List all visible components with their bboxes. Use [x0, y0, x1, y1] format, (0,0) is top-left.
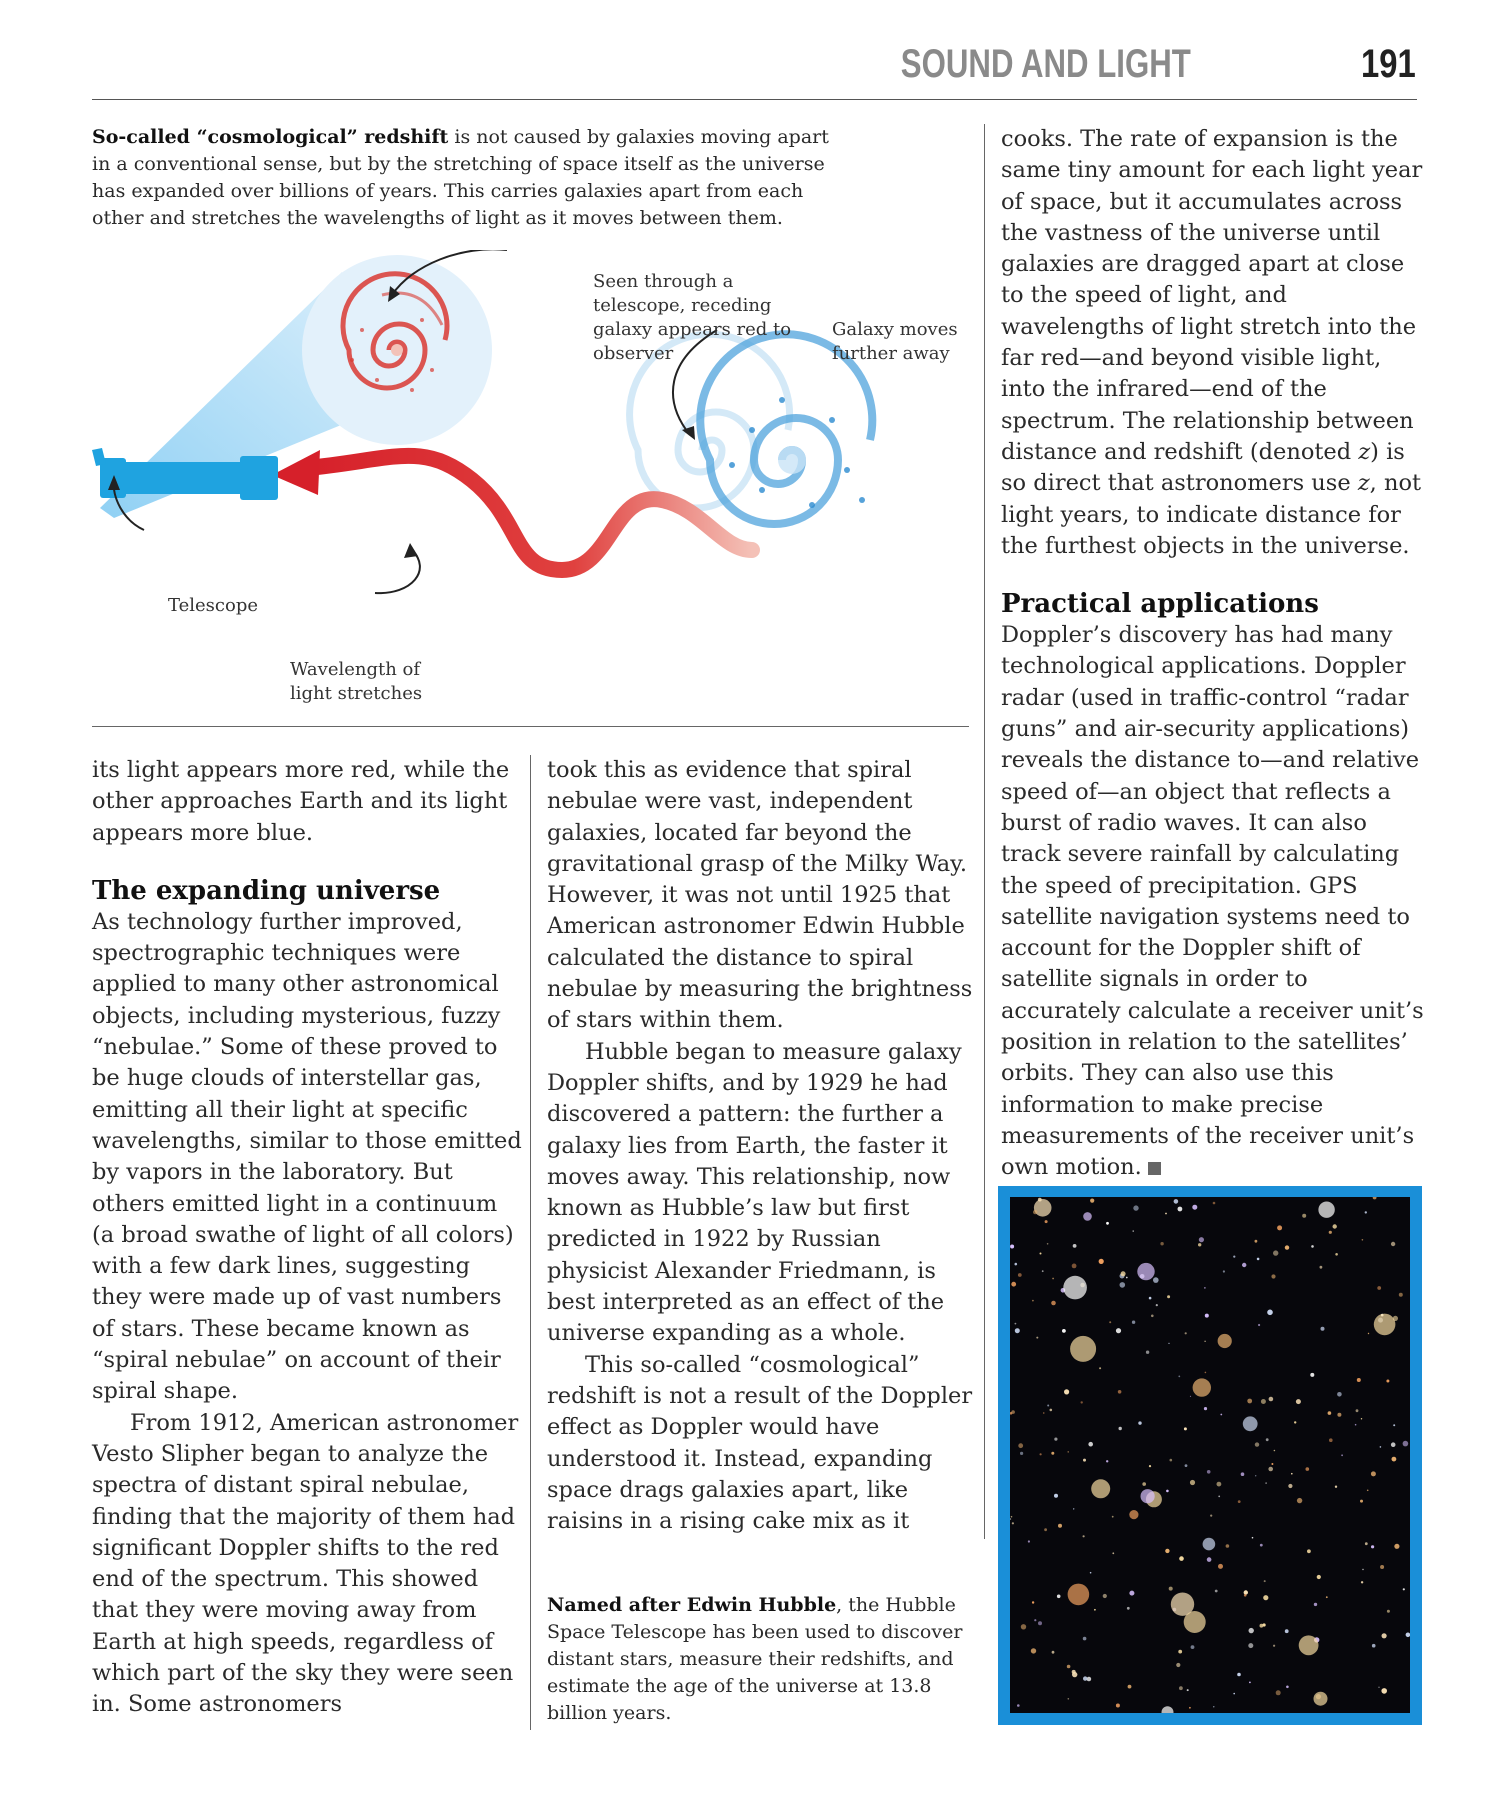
galaxy-dot: [1360, 1500, 1363, 1503]
galaxy-dot: [1198, 1243, 1201, 1246]
galaxy-dot: [1070, 1336, 1096, 1362]
galaxy-dot: [1033, 1210, 1037, 1214]
col3-paragraph-1: [1001, 124, 1431, 562]
galaxy-dot: [1072, 1672, 1077, 1677]
galaxy-dot: [1156, 1304, 1158, 1306]
galaxy-dot: [1318, 1202, 1334, 1218]
galaxy-dot: [1038, 1621, 1042, 1625]
galaxy-dot: [1165, 1549, 1169, 1553]
galaxy-dot: [1057, 1595, 1061, 1599]
galaxy-dot: [1032, 1601, 1034, 1603]
col3-text-p2: Doppler’s discovery has had many technological applications. Doppler radar (used in traffic-control “radar guns” and air-security applications) reveals the distance to—and relative speed of—an object that reflects a burst of radio waves. It can also track severe rainfall by calculating the speed of precipitation. GPS satellite navigation systems need to account for the Doppler shift of satellite signals in order to accurately calculate a receiver unit’s position in relation to the satellites’ orbits. They can also use this information to make precise measurements of the receiver unit’s own motion.: [1001, 622, 1424, 1181]
galaxy-dot: [1127, 1607, 1130, 1610]
galaxy-dot: [1090, 1199, 1094, 1203]
galaxy-dot: [1178, 1376, 1180, 1378]
galaxy-dot: [1341, 1454, 1343, 1456]
galaxy-dot: [1151, 1315, 1154, 1318]
galaxy-dot: [1204, 1287, 1205, 1288]
redshift-wave: [307, 456, 752, 570]
col1-paragraph-3: From 1912, American astronomer Vesto Slipher began to analyze the spectra of distant spiral nebulae, finding that the majority of them had significant Doppler shifts to the red end of the spectrum. This showed that they were moving away from Earth at high speeds, regardless of which part of the sky they were seen in. Some astronomers: [92, 1409, 519, 1718]
label-wavelength: Wavelength of light stretches: [290, 659, 423, 704]
galaxy-dot: [1015, 1328, 1020, 1333]
galaxy-dot: [1047, 1405, 1049, 1407]
galaxy-dot: [1329, 1438, 1333, 1442]
galaxy-dot: [1267, 1310, 1273, 1316]
header-rule: [92, 99, 1417, 100]
galaxy-dot: [1058, 1524, 1062, 1528]
galaxy-dot: [1064, 1389, 1069, 1394]
galaxy-dot: [1391, 1442, 1396, 1447]
galaxy-dot: [1361, 1581, 1363, 1583]
galaxy-dot: [1276, 1690, 1281, 1695]
galaxy-dot: [1297, 1498, 1302, 1503]
galaxy-dot: [1307, 1549, 1311, 1553]
galaxy-dot: [1207, 1557, 1212, 1562]
galaxy-dot: [1018, 1273, 1022, 1277]
galaxy-dot: [1083, 1676, 1087, 1680]
galaxy-dot: [1213, 1202, 1216, 1205]
galaxy-dot: [1252, 1537, 1254, 1539]
galaxy-dot: [1249, 1628, 1254, 1633]
galaxy-dot: [1210, 1515, 1212, 1517]
heading-practical-applications: Practical applications: [1001, 589, 1319, 620]
galaxy-dot: [1199, 1237, 1204, 1242]
galaxy-dot: [1294, 1421, 1296, 1423]
galaxy-dot: [1380, 1565, 1384, 1569]
galaxy-dot: [1132, 1321, 1135, 1324]
galaxy-dot: [1329, 1231, 1332, 1234]
galaxy-dot: [1285, 1629, 1289, 1633]
column-rule-2: [984, 124, 985, 1539]
galaxy-dot: [1047, 1243, 1049, 1245]
galaxy-dot: [1010, 1245, 1014, 1249]
galaxy-dot: [1185, 1464, 1188, 1467]
column-1: [92, 755, 522, 1721]
galaxy-dot: [1133, 1205, 1138, 1210]
galaxy-dot: [1042, 1270, 1044, 1272]
hubble-deep-field-image: [1010, 1197, 1410, 1713]
galaxy-dot: [1187, 1689, 1189, 1691]
galaxy-dot: [1268, 1467, 1273, 1472]
galaxy-dot: [1185, 1332, 1187, 1334]
col2-paragraph-2: Hubble began to measure galaxy Doppler shifts, and by 1929 he had discovered a pattern: the further a galaxy lies from Earth, the faster it moves away. This relationship, now known as Hubble’s law but first predicted in 1922 by Russian physicist Alexander Friedmann, is best interpreted as an effect of the universe expanding as a whole.: [547, 1038, 962, 1347]
galaxy-dot: [1403, 1588, 1405, 1590]
galaxy-dot: [1333, 1224, 1337, 1228]
galaxy-dot: [1247, 1399, 1252, 1404]
galaxy-dot: [1299, 1635, 1319, 1655]
galaxy-dot: [1302, 1214, 1306, 1218]
galaxy-dot: [1357, 1378, 1361, 1382]
galaxy-dot: [1184, 1427, 1187, 1430]
galaxy-dot: [1166, 1490, 1169, 1493]
galaxy-dot: [1335, 1486, 1337, 1488]
galaxy-dot: [1116, 1704, 1120, 1708]
galaxy-dot: [1063, 1276, 1087, 1300]
col3-paragraph-2: [1001, 620, 1431, 1183]
galaxy-dot: [1052, 1651, 1055, 1654]
galaxy-dot: [1386, 1380, 1389, 1383]
galaxy-dot: [1335, 1253, 1338, 1256]
galaxy-dot: [1099, 1259, 1104, 1264]
hubble-caption: [547, 1592, 977, 1727]
galaxy-dot: [1179, 1686, 1183, 1690]
galaxy-dot: [1273, 1250, 1278, 1255]
galaxy-dot: [1288, 1484, 1292, 1488]
galaxy-dot: [1176, 1663, 1180, 1667]
galaxy-dot: [1067, 1665, 1071, 1669]
galaxy-dot: [1044, 1528, 1047, 1531]
hubble-caption-text: , the Hubble Space Telescope has been used to discover distant stars, measure their redshifts, and estimate the age of the universe at 13.8 billion years.: [547, 1594, 963, 1724]
galaxy-dot: [1393, 1424, 1395, 1426]
label-galaxy-moves: Galaxy moves further away: [832, 319, 958, 364]
galaxy-dot: [1034, 1199, 1052, 1217]
column-2: [547, 755, 977, 1537]
galaxy-dot: [1191, 1645, 1195, 1649]
galaxy-dot: [1218, 1496, 1220, 1498]
hubble-caption-lead: Named after Edwin Hubble: [547, 1594, 837, 1616]
galaxy-dot: [1190, 1396, 1191, 1397]
galaxy-dot: [1321, 1327, 1325, 1331]
galaxy-dot: [1271, 1274, 1275, 1278]
galaxy-dot: [1072, 1264, 1077, 1269]
galaxy-dot: [1249, 1682, 1251, 1684]
galaxy-dot: [1184, 1611, 1206, 1633]
galaxy-dot: [1011, 1282, 1016, 1287]
galaxy-dot: [1213, 1706, 1214, 1707]
galaxy-dot: [1051, 1452, 1054, 1455]
galaxy-dot: [1391, 1242, 1395, 1246]
galaxy-dot: [1403, 1441, 1409, 1447]
galaxy-dot: [1088, 1442, 1093, 1447]
galaxy-dot: [1121, 1271, 1126, 1276]
page-number: 191: [1361, 42, 1416, 86]
heading-expanding-universe: The expanding universe: [92, 875, 441, 906]
redshift-symbol: z: [1358, 438, 1371, 465]
galaxy-dot: [1073, 1508, 1074, 1509]
galaxy-dot: [1362, 1239, 1364, 1241]
galaxy-dot: [1285, 1245, 1289, 1249]
col2-paragraph-1: took this as evidence that spiral nebulae were vast, independent galaxies, located far beyond the gravitational grasp of the Milky Way. However, it was not until 1925 that American astronomer Edwin Hubble calculated the distance to spiral nebulae by measuring the brightness of stars within them.: [547, 757, 973, 1034]
galaxy-dot: [1018, 1443, 1023, 1448]
galaxy-dot: [1226, 1544, 1230, 1548]
galaxy-dot: [1083, 1459, 1086, 1462]
galaxy-dot: [1178, 1650, 1182, 1654]
galaxy-dot: [1406, 1633, 1410, 1638]
galaxy-dot: [1174, 1199, 1179, 1204]
figure-rule: [92, 726, 969, 727]
galaxy-dot: [1378, 1687, 1379, 1688]
galaxy-dot: [1255, 1442, 1259, 1446]
galaxy-dot: [1291, 1473, 1293, 1475]
galaxy-dot: [1170, 1459, 1173, 1462]
galaxy-dot: [1286, 1686, 1289, 1689]
galaxy-dot: [1374, 1314, 1396, 1336]
galaxy-dot: [1112, 1516, 1114, 1518]
galaxy-dot: [1337, 1392, 1342, 1397]
galaxy-dot: [1068, 1584, 1090, 1606]
galaxy-dot: [1314, 1603, 1317, 1606]
galaxy-dot: [1274, 1450, 1276, 1452]
col1-paragraph-2: As technology further improved, spectrographic techniques were applied to many other astronomical objects, including mysterious, fuzzy “nebulae.” Some of these proved to be huge clouds of interstellar gas, emitting all their light at specific wavelengths, similar to those emitted by vapors in the laboratory. But others emitted light in a continuum (a broad swathe of light of all colors) with a few dark lines, suggesting they were made up of vast numbers of stars. These became known as “spiral nebulae” on account of their spiral shape.: [92, 908, 522, 1405]
galaxy-dot: [1237, 1673, 1241, 1677]
galaxy-dot: [1189, 1707, 1191, 1709]
galaxy-dot: [1255, 1240, 1258, 1243]
label-seen-through-telescope: Seen through a telescope, receding galaxy appears red to observer: [593, 271, 792, 364]
galaxy-dot: [1141, 1489, 1155, 1503]
galaxy-dot: [1083, 1535, 1085, 1537]
galaxy-dot: [1109, 1321, 1111, 1323]
galaxy-dot: [1242, 1263, 1246, 1267]
galaxy-dot: [1337, 1413, 1341, 1417]
galaxy-dot: [1265, 1482, 1266, 1483]
galaxy-dot: [1244, 1594, 1247, 1597]
galaxy-dot: [1081, 1401, 1083, 1403]
galaxy-dot: [1112, 1552, 1114, 1554]
galaxy-dot: [1310, 1373, 1314, 1377]
galaxy-dot: [1119, 1427, 1122, 1430]
galaxy-dot: [1126, 1277, 1128, 1279]
galaxy-dot: [1218, 1334, 1232, 1348]
galaxy-dot: [1204, 1341, 1205, 1342]
galaxy-dot: [1179, 1556, 1184, 1561]
figure-caption: [92, 124, 852, 232]
galaxy-dot: [1233, 1256, 1235, 1258]
galaxy-dot: [1051, 1301, 1056, 1306]
galaxy-dot: [1372, 1644, 1376, 1648]
col2-paragraph-3: This so-called “cosmological” redshift is not a result of the Doppler effect as Doppler would have understood it. Instead, expanding space drags galaxies apart, like raisins in a rising cake mix as it: [547, 1351, 973, 1535]
galaxy-dot: [1263, 1595, 1268, 1600]
galaxy-dot: [1215, 1590, 1218, 1593]
galaxy-dot: [1015, 1263, 1018, 1266]
galaxy-dot: [1120, 1282, 1126, 1288]
galaxy-dot: [1244, 1590, 1248, 1594]
galaxy-dot: [1038, 1198, 1042, 1202]
galaxy-dot: [1153, 1277, 1159, 1283]
galaxy-dot: [1264, 1580, 1266, 1582]
galaxy-dot: [1356, 1409, 1359, 1412]
galaxy-dot: [1168, 1343, 1169, 1344]
galaxy-dot: [1106, 1460, 1108, 1462]
galaxy-dot: [1083, 1637, 1087, 1641]
galaxy-dot: [1149, 1297, 1152, 1300]
galaxy-dot: [1382, 1633, 1387, 1638]
galaxy-dot: [1269, 1397, 1274, 1402]
figure-caption-text: is not caused by galaxies moving apart in a conventional sense, but by the stretching of space itself as the universe has expanded over billions of years. This carries galaxies apart from each other and stretches the wavelengths of light as it moves between them.: [92, 126, 829, 229]
galaxy-dot: [1381, 1688, 1387, 1694]
galaxy-dot: [1371, 1545, 1374, 1548]
galaxy-dot: [1052, 1278, 1054, 1280]
galaxy-dot: [1203, 1538, 1216, 1551]
galaxy-dot: [1040, 1453, 1042, 1455]
galaxy-dot: [1296, 1399, 1301, 1404]
galaxy-dot: [1142, 1482, 1146, 1486]
galaxy-dot: [1091, 1479, 1110, 1498]
galaxy-dot: [1367, 1490, 1369, 1492]
galaxy-dot: [1043, 1412, 1044, 1413]
galaxy-dot: [1028, 1540, 1030, 1542]
galaxy-dot: [1068, 1451, 1069, 1452]
galaxy-dot: [1099, 1367, 1101, 1369]
galaxy-dot: [1365, 1542, 1368, 1545]
galaxy-dot: [1192, 1205, 1197, 1210]
galaxy-dot: [1238, 1500, 1241, 1503]
galaxy-dot: [1012, 1522, 1014, 1524]
galaxy-dot: [1220, 1414, 1222, 1416]
galaxy-dot: [1380, 1446, 1382, 1448]
galaxy-dot: [1146, 1351, 1149, 1354]
galaxy-dot: [1218, 1564, 1223, 1569]
galaxy-dot: [1217, 1482, 1222, 1487]
galaxy-dot: [1138, 1421, 1141, 1424]
column-rule-1: [530, 755, 531, 1730]
galaxy-dot: [1394, 1544, 1399, 1549]
galaxy-dot: [1271, 1463, 1273, 1465]
galaxy-dot: [1260, 1544, 1263, 1547]
galaxy-dot: [1034, 1619, 1036, 1621]
galaxy-dot: [1241, 1472, 1245, 1476]
galaxy-dot: [1277, 1225, 1282, 1230]
galaxy-dot: [1326, 1596, 1328, 1598]
galaxy-dot: [1128, 1685, 1132, 1689]
galaxy-dot: [1015, 1323, 1017, 1325]
wave-arrowhead: [272, 450, 320, 495]
galaxy-dot: [1040, 1253, 1042, 1255]
galaxy-dot: [1368, 1333, 1369, 1334]
galaxy-dot: [1017, 1704, 1020, 1707]
galaxy-dot: [1137, 1263, 1154, 1280]
galaxy-dot: [1045, 1220, 1048, 1223]
galaxy-dot: [1068, 1698, 1070, 1700]
galaxy-dot: [1365, 1211, 1367, 1213]
redshift-symbol: z: [1357, 470, 1370, 497]
galaxy-dot: [1116, 1328, 1121, 1333]
galaxy-dot: [1129, 1591, 1134, 1596]
galaxy-dot: [1054, 1494, 1058, 1498]
galaxy-dot: [1178, 1207, 1183, 1212]
galaxy-dot: [1021, 1624, 1026, 1629]
galaxy-dot: [1160, 1242, 1163, 1245]
galaxy-dot: [1255, 1475, 1256, 1476]
galaxy-dot: [1205, 1372, 1207, 1374]
col1-paragraph-1: its light appears more red, while the other approaches Earth and its light appears more blue.: [92, 757, 510, 846]
galaxy-dot: [1399, 1293, 1403, 1297]
galaxy-dot: [1169, 1587, 1173, 1591]
galaxy-dot: [1190, 1480, 1195, 1485]
galaxy-dot: [1311, 1245, 1314, 1248]
galaxy-dot: [1031, 1648, 1036, 1653]
galaxy-dot: [1273, 1645, 1275, 1647]
galaxy-dot: [1258, 1324, 1260, 1326]
end-of-article-mark: [1148, 1162, 1161, 1175]
galaxy-dot: [1257, 1258, 1260, 1261]
galaxy-dot: [1320, 1266, 1323, 1269]
section-title: SOUND AND LIGHT: [900, 42, 1191, 86]
galaxy-dot: [1261, 1399, 1266, 1404]
galaxy-dot: [1193, 1378, 1211, 1396]
galaxy-dot: [1248, 1643, 1253, 1648]
galaxy-dot: [1054, 1438, 1057, 1441]
col3-text-a: cooks. The rate of expansion is the same tiny amount for each light year of space, but it accumulates across the vastness of the universe until galaxies are dragged apart at close to the speed of light, and wavelengths of light stretch into the far red—and beyond visible light, into the infrared—end of the spectrum. The relationship between distance and redshift (denoted: [1001, 126, 1423, 465]
figure-caption-lead: So-called “cosmological” redshift: [92, 126, 449, 148]
galaxy-dot: [1106, 1222, 1109, 1225]
galaxy-dot: [1207, 1470, 1211, 1474]
galaxy-dot: [1223, 1270, 1225, 1272]
galaxy-dot: [1050, 1409, 1053, 1412]
galaxy-dot: [1328, 1411, 1332, 1415]
galaxy-dot: [1167, 1295, 1170, 1298]
galaxy-dot: [1205, 1314, 1209, 1318]
galaxy-dot: [1243, 1416, 1258, 1431]
label-telescope: Telescope: [168, 595, 258, 616]
galaxy-dot: [1149, 1465, 1151, 1467]
galaxy-dot: [1317, 1575, 1321, 1579]
galaxy-dot: [1260, 1624, 1264, 1628]
galaxy-dot: [1090, 1572, 1092, 1574]
galaxy-dot: [1036, 1337, 1038, 1339]
galaxy-dot: [1377, 1286, 1381, 1290]
galaxy-dot: [1362, 1569, 1363, 1570]
galaxy-dot: [1314, 1692, 1328, 1706]
galaxy-dot: [1355, 1424, 1357, 1426]
galaxy-dot: [1118, 1390, 1122, 1394]
galaxy-dot: [1361, 1418, 1362, 1419]
galaxy-dot: [1133, 1230, 1134, 1231]
galaxy-dot: [1371, 1471, 1376, 1476]
galaxy-dot: [1387, 1610, 1390, 1613]
galaxy-dot: [1020, 1452, 1023, 1455]
galaxy-dot: [1266, 1438, 1269, 1441]
galaxy-dot: [1083, 1212, 1092, 1221]
galaxy-dot: [1165, 1213, 1167, 1215]
galaxy-dot: [1103, 1594, 1107, 1598]
col3-text-c: , not light years, to indicate distance for the furthest objects in the universe.: [1001, 470, 1422, 559]
galaxy-dot: [1032, 1300, 1034, 1302]
galaxy-dot: [1306, 1467, 1310, 1471]
galaxy-dot: [1233, 1693, 1235, 1695]
galaxy-dot: [1011, 1516, 1013, 1518]
column-3: [1001, 124, 1431, 1184]
galaxy-dot: [1129, 1510, 1138, 1519]
galaxy-dot: [1073, 1244, 1077, 1248]
galaxy-dot: [1062, 1329, 1066, 1333]
galaxy-dot: [1094, 1609, 1096, 1611]
galaxy-dot: [1204, 1407, 1207, 1410]
col3-text-b: ) is so direct that astronomers use: [1001, 438, 1405, 497]
galaxy-dot: [1392, 1457, 1397, 1462]
